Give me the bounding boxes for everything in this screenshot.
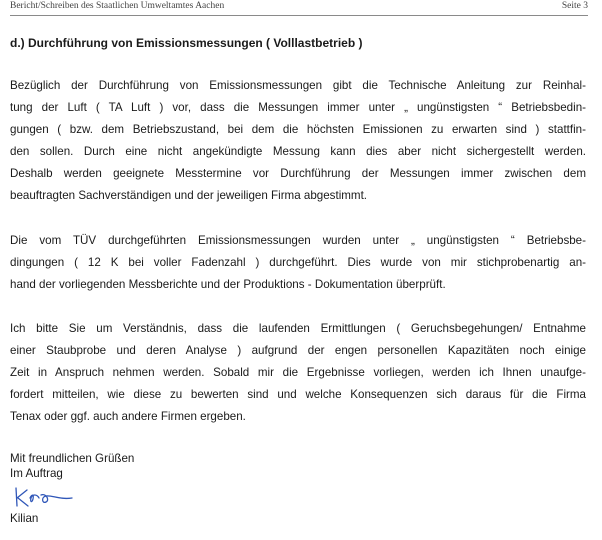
handwritten-signature	[12, 484, 82, 512]
header-source: Bericht/Schreiben des Staatlichen Umweltamtes Aachen	[10, 1, 225, 11]
paragraph-line: Die vom TÜV durchgeführten Emissionsmessungen wurden unter „ ungünstigsten “ Betriebsbe-	[10, 234, 586, 247]
paragraph-line: den sollen. Durch eine nicht angekündigte Messung kann dies aber nicht sichergestellt werden.	[10, 145, 586, 158]
paragraph-line: Zeit in Anspruch nehmen werden. Sobald mir die Ergebnisse vorliegen, werden ich Ihnen unaufge-	[10, 366, 586, 379]
section-heading: d.) Durchführung von Emissionsmessungen ( Volllastbetrieb )	[10, 36, 363, 50]
paragraph-line: fordert mitteilen, wie diese zu bewerten sind und welche Konsequenzen sich daraus für die Firma	[10, 388, 586, 401]
page-header	[10, 1, 588, 15]
paragraph-line: gungen ( bzw. dem Betriebszustand, bei dem die höchsten Emissionen zu erwarten sind ) stattfin-	[10, 123, 586, 136]
paragraph-line: Tenax oder ggf. auch andere Firmen ergeben.	[10, 410, 246, 423]
paragraph-line: Ich bitte Sie um Verständnis, dass die laufenden Ermittlungen ( Geruchsbegehungen/ Entnahme	[10, 322, 586, 335]
header-divider	[10, 15, 588, 16]
closing-on-behalf: Im Auftrag	[10, 467, 63, 480]
paragraph-line: Bezüglich der Durchführung von Emissionsmessungen gibt die Technische Anleitung zur Reinhal-	[10, 79, 586, 92]
paragraph-line: hand der vorliegenden Messberichte und der Produktions - Dokumentation überprüft.	[10, 278, 446, 291]
paragraph-line: beauftragten Sachverständigen und der jeweiligen Firma abgestimmt.	[10, 189, 368, 202]
closing-greeting: Mit freundlichen Grüßen	[10, 452, 135, 465]
paragraph-line: dingungen ( 12 K bei voller Fadenzahl ) durchgeführt. Dies wurde von mir stichprobenartig an-	[10, 256, 586, 269]
page-number: Seite 3	[561, 1, 588, 11]
paragraph-line: einer Staubprobe und deren Analyse ) aufgrund der engen personellen Kapazitäten noch einige	[10, 344, 586, 357]
paragraph-line: Deshalb werden geeignete Messtermine vor Durchführung der Messungen immer zwischen dem	[10, 167, 586, 180]
paragraph-line: tung der Luft ( TA Luft ) vor, dass die Messungen immer unter „ ungünstigsten “ Betriebsbedin-	[10, 101, 586, 114]
signer-name: Kilian	[10, 512, 39, 525]
